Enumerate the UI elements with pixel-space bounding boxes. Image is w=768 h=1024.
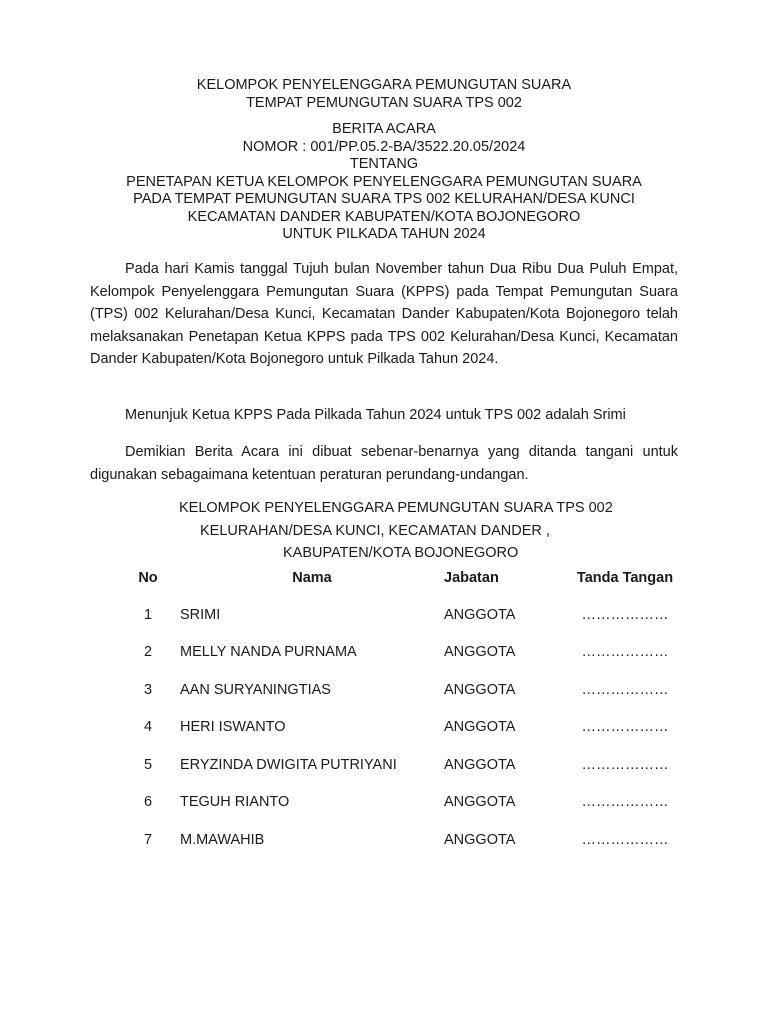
header-nama: Nama [292, 570, 332, 586]
row-jabatan: ANGGOTA [444, 719, 516, 736]
row-no: 1 [143, 606, 153, 623]
row-jabatan: ANGGOTA [444, 831, 516, 848]
row-no: 5 [143, 756, 153, 773]
header-line-2: TEMPAT PEMUNGUTAN SUARA TPS 002 [246, 94, 522, 111]
row-nama: HERI ISWANTO [180, 719, 286, 736]
row-tanda-tangan: ……………… [581, 794, 669, 811]
header-tanda-tangan: Tanda Tangan [576, 570, 674, 586]
committee-line-2: KELURAHAN/DESA KUNCI, KECAMATAN DANDER , [200, 523, 550, 539]
members-table [116, 568, 686, 859]
row-tanda-tangan: ……………… [581, 606, 669, 623]
title-line-6: KECAMATAN DANDER KABUPATEN/KOTA BOJONEGORO [187, 208, 581, 225]
body-paragraph-1 [90, 258, 678, 371]
body-paragraph-2 [90, 404, 678, 427]
table-row [116, 746, 686, 784]
row-nama: AAN SURYANINGTIAS [180, 681, 331, 698]
row-jabatan: ANGGOTA [444, 681, 516, 698]
row-tanda-tangan: ……………… [581, 719, 669, 736]
row-tanda-tangan: ……………… [581, 756, 669, 773]
row-no: 3 [143, 681, 153, 698]
title-line-7: UNTUK PILKADA TAHUN 2024 [282, 226, 486, 242]
paragraph-2-text: Menunjuk Ketua KPPS Pada Pilkada Tahun 2024 untuk TPS 002 adalah Srimi [125, 407, 626, 423]
table-header-row [116, 568, 686, 588]
document-header [90, 77, 678, 112]
header-jabatan: Jabatan [444, 570, 499, 586]
title-line-1: BERITA ACARA [332, 121, 436, 137]
row-nama: M.MAWAHIB [180, 831, 265, 848]
row-jabatan: ANGGOTA [444, 644, 516, 661]
body-paragraph-3 [90, 441, 678, 486]
row-no: 4 [143, 719, 153, 736]
table-row [116, 588, 686, 634]
title-line-3: TENTANG [349, 156, 419, 172]
row-nama: ERYZINDA DWIGITA PUTRIYANI [180, 756, 397, 773]
header-no: No [138, 570, 158, 586]
paragraph-3-text: Demikian Berita Acara ini dibuat sebenar-benarnya yang ditanda tangani untuk digunakan sebagaimana ketentuan peraturan perundang-undangan. [90, 444, 678, 483]
row-tanda-tangan: ……………… [581, 831, 669, 848]
table-row [116, 784, 686, 822]
table-row [116, 671, 686, 709]
row-no: 7 [143, 831, 153, 848]
committee-line-1: KELOMPOK PENYELENGGARA PEMUNGUTAN SUARA TPS 002 [179, 500, 613, 516]
row-tanda-tangan: ……………… [581, 681, 669, 698]
title-line-5: PADA TEMPAT PEMUNGUTAN SUARA TPS 002 KELURAHAN/DESA KUNCI [133, 191, 635, 207]
row-tanda-tangan: ……………… [581, 644, 669, 661]
document-title [90, 121, 678, 244]
paragraph-1-text: Pada hari Kamis tanggal Tujuh bulan November tahun Dua Ribu Dua Puluh Empat, Kelompok Penyelenggara Pemungutan Suara (KPPS) pada Tempat Pemungutan Suara (TPS) 002 Kelurahan/Desa Kunci, Kecamatan Dander Kabupaten/Kota Bojonegoro telah melaksanakan Penetapan Ketua KPPS pada TPS 002 Kelurahan/Desa Kunci, Kecamatan Dander Kabupaten/Kota Bojonegoro untuk Pilkada Tahun 2024. [90, 261, 678, 367]
row-no: 6 [143, 794, 153, 811]
row-nama: SRIMI [180, 606, 221, 623]
table-row [116, 634, 686, 672]
row-nama: MELLY NANDA PURNAMA [180, 644, 357, 661]
row-no: 2 [143, 644, 153, 661]
row-jabatan: ANGGOTA [444, 756, 516, 773]
title-line-2: NOMOR : 001/PP.05.2-BA/3522.20.05/2024 [242, 138, 526, 155]
title-line-4: PENETAPAN KETUA KELOMPOK PENYELENGGARA PEMUNGUTAN SUARA [126, 173, 642, 190]
table-row [116, 821, 686, 859]
row-jabatan: ANGGOTA [444, 606, 516, 623]
table-row [116, 709, 686, 747]
row-jabatan: ANGGOTA [444, 794, 516, 811]
row-nama: TEGUH RIANTO [180, 794, 290, 811]
header-line-1: KELOMPOK PENYELENGGARA PEMUNGUTAN SUARA [196, 77, 572, 93]
committee-line-3: KABUPATEN/KOTA BOJONEGORO [283, 545, 519, 561]
